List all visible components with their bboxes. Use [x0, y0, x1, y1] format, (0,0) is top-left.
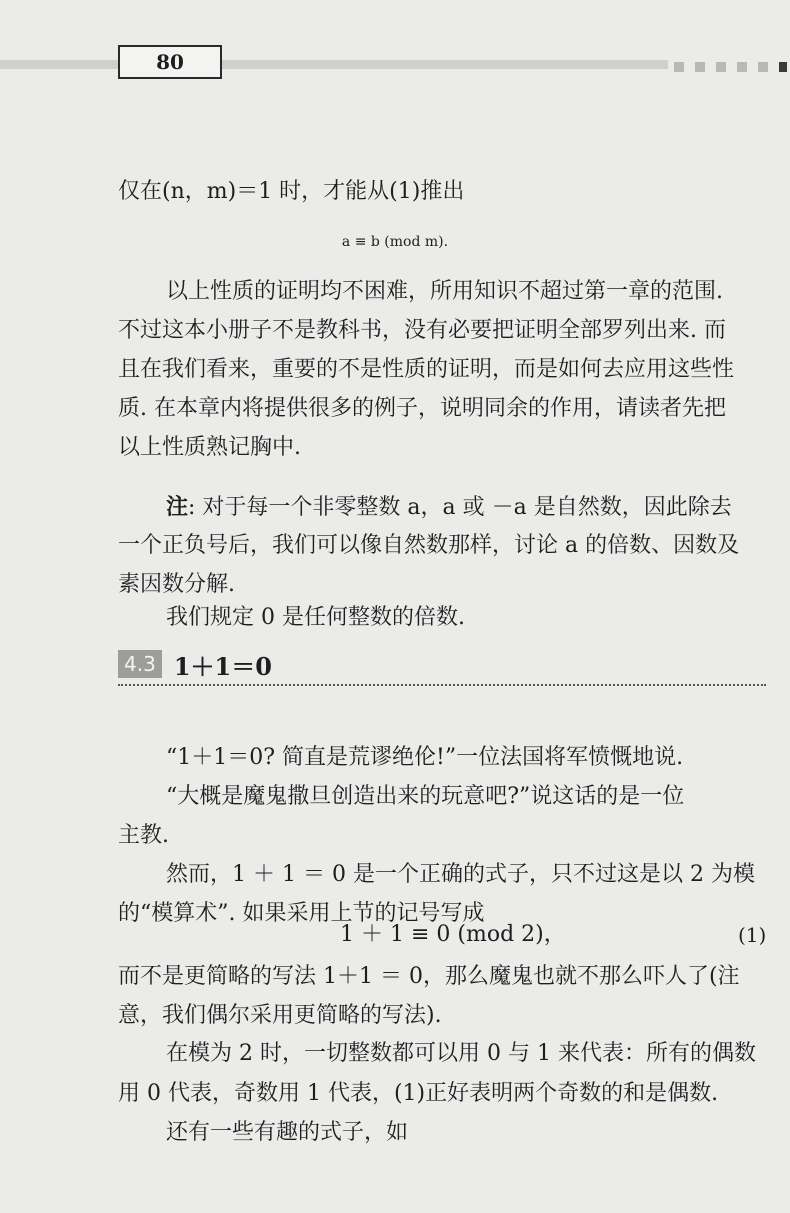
text-line: “1＋1＝0? 简直是荒谬绝伦!”一位法国将军愤慨地说. [166, 745, 684, 770]
text-line: 以上性质熟记胸中. [118, 435, 301, 460]
text-line: 用 0 代表，奇数用 1 代表，(1)正好表明两个奇数的和是偶数. [118, 1081, 719, 1106]
text-line: 不过这本小册子不是教科书，没有必要把证明全部罗列出来. 而 [118, 318, 726, 343]
section-divider [118, 684, 766, 686]
text-line: 素因数分解. [118, 572, 235, 597]
text-line: 且在我们看来，重要的不是性质的证明，而是如何去应用这些性 [118, 357, 735, 382]
text-line: 质. 在本章内将提供很多的例子，说明同余的作用，请读者先把 [118, 396, 726, 421]
text-line: 意，我们偶尔采用更简略的写法). [118, 1003, 442, 1028]
text-line: “大概是魔鬼撒旦创造出来的玩意吧?”说这话的是一位 [166, 784, 685, 809]
text-line: 的“模算术”. 如果采用上节的记号写成 [118, 901, 485, 926]
text-line: 然而，1 ＋ 1 ＝ 0 是一个正确的式子，只不过这是以 2 为模 [166, 862, 755, 887]
note-text: : 对于每一个非零整数 a，a 或 －a 是自然数，因此除去 [188, 495, 732, 520]
text-line: 而不是更简略的写法 1＋1 ＝ 0，那么魔鬼也就不那么吓人了(注 [118, 964, 740, 989]
note-label: 注 [166, 494, 189, 520]
note-line [166, 492, 732, 523]
text-line: 主教. [118, 823, 169, 848]
text-line: 以上性质的证明均不困难，所用知识不超过第一章的范围. [166, 279, 723, 304]
section-number: 4.3 [118, 650, 162, 678]
text-line: 仅在(n，m)＝1 时，才能从(1)推出 [118, 179, 465, 204]
equation-number: (1) [738, 923, 767, 947]
text-line: 在模为 2 时，一切整数都可以用 0 与 1 来代表：所有的偶数 [166, 1041, 756, 1066]
section-title: 1＋1＝0 [173, 651, 272, 681]
equation: 1 ＋ 1 ≡ 0 (mod 2)， [340, 922, 566, 947]
equation: a ≡ b (mod m). [341, 234, 449, 250]
section-heading [118, 649, 272, 679]
header-dots [674, 62, 787, 72]
header-rule [0, 60, 668, 69]
text-line: 还有一些有趣的式子，如 [166, 1120, 409, 1145]
page-number: 80 [118, 45, 222, 79]
text-line: 我们规定 0 是任何整数的倍数. [166, 605, 465, 630]
text-line: 一个正负号后，我们可以像自然数那样，讨论 a 的倍数、因数及 [118, 533, 740, 558]
